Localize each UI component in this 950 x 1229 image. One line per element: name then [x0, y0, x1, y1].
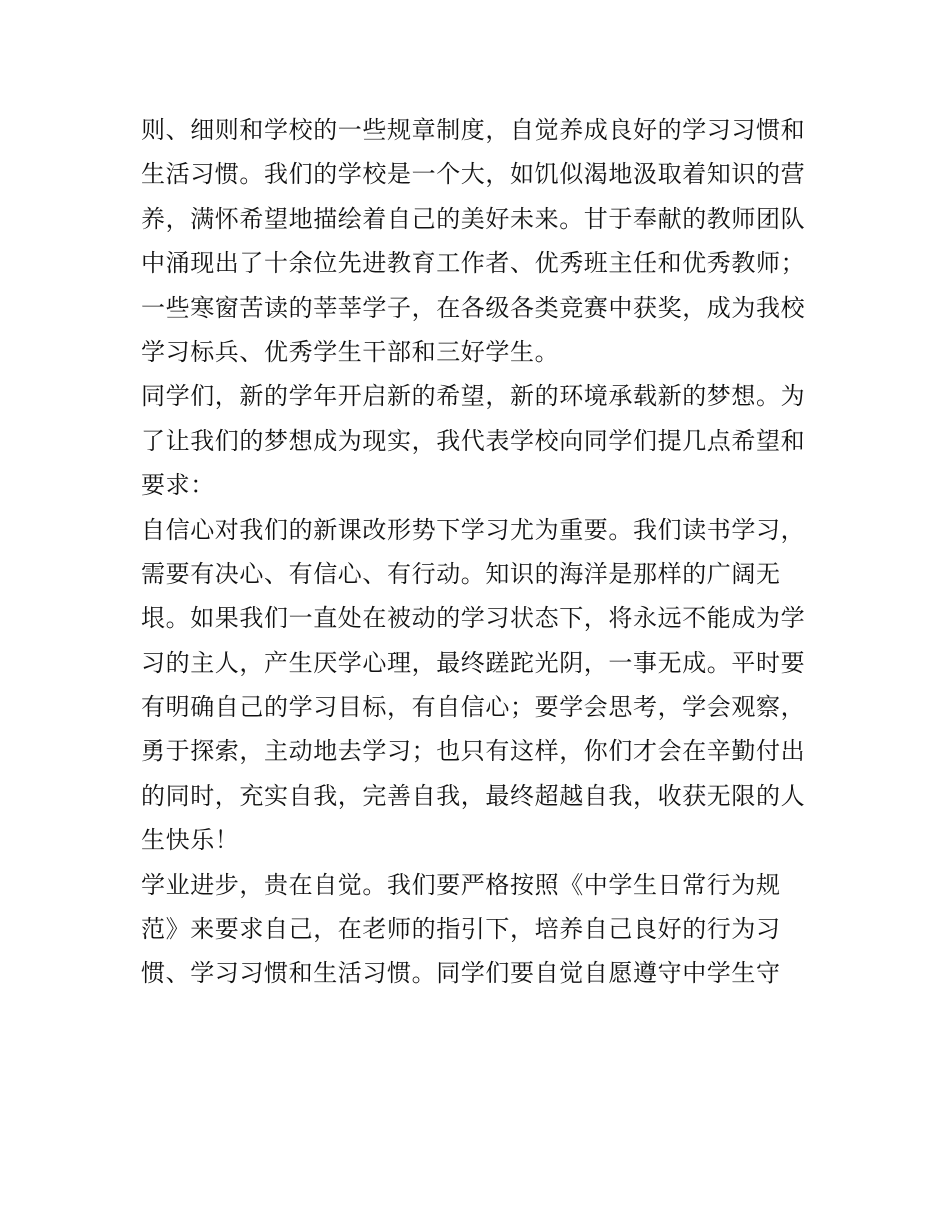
text-line: 要求：	[141, 471, 215, 500]
text-line: 勇于探索，主动地去学习；也只有这样，你们才会在辛勤付出	[141, 737, 806, 766]
text-line: 中涌现出了十余位先进教育工作者、优秀班主任和优秀教师；	[141, 249, 806, 278]
text-line: 了让我们的梦想成为现实，我代表学校向同学们提几点希望和	[141, 426, 806, 455]
text-line: 学业进步，贵在自觉。我们要严格按照《中学生日常行为规	[141, 870, 781, 899]
body-text	[141, 108, 816, 996]
text-line: 一些寒窗苦读的莘莘学子，在各级各类竞赛中获奖，成为我校	[141, 293, 806, 322]
text-line: 需要有决心、有信心、有行动。知识的海洋是那样的广阔无	[141, 559, 781, 588]
text-line: 范》来要求自己，在老师的指引下，培养自己良好的行为习	[141, 915, 781, 944]
text-line: 的同时，充实自我，完善自我，最终超越自我，收获无限的人	[141, 781, 806, 810]
text-line: 惯、学习习惯和生活习惯。同学们要自觉自愿遵守中学生守	[141, 959, 781, 988]
text-line: 同学们，新的学年开启新的希望，新的环境承载新的梦想。为	[141, 382, 806, 411]
text-line: 则、细则和学校的一些规章制度，自觉养成良好的学习习惯和	[141, 116, 806, 144]
text-line: 习的主人，产生厌学心理，最终蹉跎光阴，一事无成。平时要	[141, 648, 806, 677]
text-line: 学习标兵、优秀学生干部和三好学生。	[141, 337, 560, 366]
text-line: 有明确自己的学习目标，有自信心；要学会思考，学会观察，	[141, 693, 806, 722]
text-line: 生快乐！	[141, 826, 240, 855]
text-line: 垠。如果我们一直处在被动的学习状态下，将永远不能成为学	[141, 604, 806, 633]
text-line: 生活习惯。我们的学校是一个大，如饥似渴地汲取着知识的营	[141, 160, 806, 189]
text-line: 自信心对我们的新课改形势下学习尤为重要。我们读书学习，	[141, 515, 806, 544]
text-line: 养，满怀希望地描绘着自己的美好未来。甘于奉献的教师团队	[141, 204, 806, 233]
